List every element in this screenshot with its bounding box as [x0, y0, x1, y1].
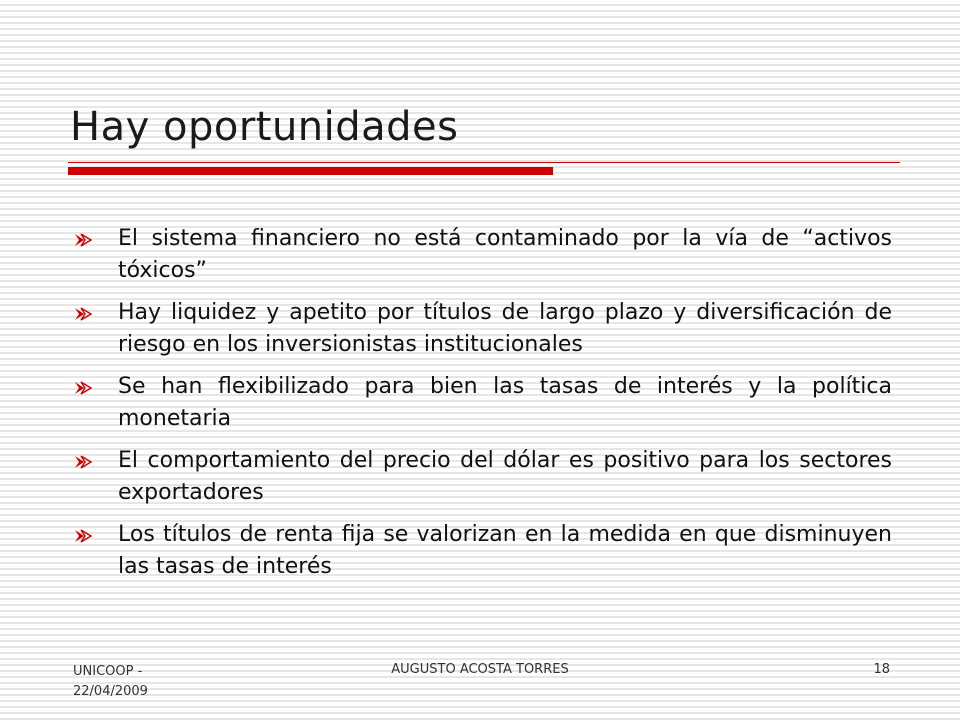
- bullet-text: Se han flexibilizado para bien las tasas de interés y la política monetaria: [118, 374, 892, 431]
- bullet-list: [74, 223, 892, 593]
- footer-author: AUGUSTO ACOSTA TORRES: [391, 662, 569, 677]
- bullet-item: [74, 371, 892, 435]
- footer-organization-date: UNICOOP - 22/04/2009: [73, 664, 148, 699]
- title-underline-thin: [68, 162, 900, 163]
- title-underline-thick: [68, 167, 553, 175]
- bullet-text: El sistema financiero no está contaminado por la vía de “activos tóxicos”: [118, 226, 892, 283]
- bullet-item: [74, 297, 892, 361]
- bullet-text: Hay liquidez y apetito por títulos de largo plazo y diversificación de riesgo en los inversionistas institucionales: [118, 300, 892, 357]
- arrow-bullet-icon: [74, 529, 94, 543]
- slide-title: Hay oportunidades: [70, 104, 459, 150]
- bullet-item: [74, 519, 892, 583]
- arrow-bullet-icon: [74, 233, 94, 247]
- bullet-text: El comportamiento del precio del dólar es positivo para los sectores exportadores: [118, 448, 892, 505]
- arrow-bullet-icon: [74, 455, 94, 469]
- slide-number: 18: [873, 662, 890, 677]
- bullet-item: [74, 445, 892, 509]
- arrow-bullet-icon: [74, 381, 94, 395]
- arrow-bullet-icon: [74, 307, 94, 321]
- bullet-item: [74, 223, 892, 287]
- bullet-text: Los títulos de renta fija se valorizan en la medida en que disminuyen las tasas de interés: [118, 522, 892, 579]
